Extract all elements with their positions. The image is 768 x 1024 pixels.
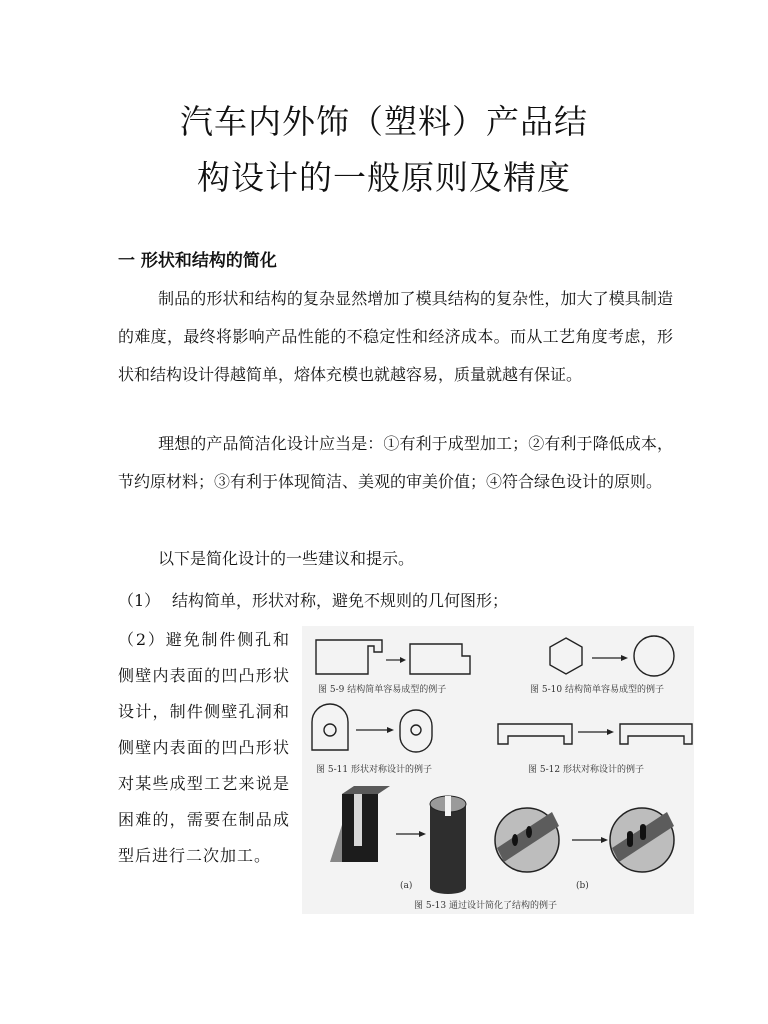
document-title-line-1: 汽车内外饰（塑料）产品结 <box>180 102 588 141</box>
paragraph-3 <box>118 540 673 578</box>
paragraph-2-text: 理想的产品简洁化设计应当是：①有利于成型加工；②有利于降低成本，节约原材料；③有利于体现简洁、美观的审美价值；④符合绿色设计的原则。 <box>118 434 673 491</box>
fig-5-13a-cylinder <box>430 796 466 894</box>
list-item-1 <box>118 586 508 616</box>
section-heading: 一 形状和结构的简化 <box>118 251 277 271</box>
list-item-2-text: 避免制件侧孔和侧壁内表面的凹凸形状设计，制件侧壁孔洞和侧壁内表面的凹凸形状对某些成型工艺来说是困难的，需要在制品成型后进行二次加工。 <box>118 630 290 865</box>
list-item-2 <box>118 622 290 874</box>
document-title-line-2: 构设计的一般原则及精度 <box>197 158 571 197</box>
fig-5-13b-circle-left <box>495 808 559 872</box>
list-item-2-number: （2） <box>118 630 166 649</box>
figures-panel <box>302 626 694 914</box>
paragraph-1-text: 制品的形状和结构的复杂显然增加了模具结构的复杂性，加大了模具制造的难度，最终将影响产品性能的不稳定性和经济成本。而从工艺角度考虑，形状和结构设计得越简单，熔体充模也就越容易，质量就越有保证。 <box>118 289 673 384</box>
fig-5-13-label-b: (b) <box>576 881 589 891</box>
list-item-1-number: （1） <box>118 591 161 610</box>
paragraph-1 <box>118 280 673 394</box>
paragraph-3-text: 以下是简化设计的一些建议和提示。 <box>158 549 415 568</box>
list-item-1-text: 结构简单，形状对称，避免不规则的几何图形； <box>172 591 509 610</box>
figures-illustration <box>302 626 694 914</box>
paragraph-2 <box>118 425 673 501</box>
fig-5-13-label-a: (a) <box>400 881 413 891</box>
fig-5-9-caption: 图 5-9 结构简单容易成型的例子 <box>318 685 447 695</box>
fig-5-13b-circle-right <box>610 808 674 872</box>
fig-5-10-caption: 图 5-10 结构简单容易成型的例子 <box>530 685 664 695</box>
fig-5-12-caption: 图 5-12 形状对称设计的例子 <box>528 765 644 775</box>
fig-5-11-caption: 图 5-11 形状对称设计的例子 <box>316 765 432 775</box>
fig-5-13-caption: 图 5-13 通过设计简化了结构的例子 <box>414 901 557 911</box>
